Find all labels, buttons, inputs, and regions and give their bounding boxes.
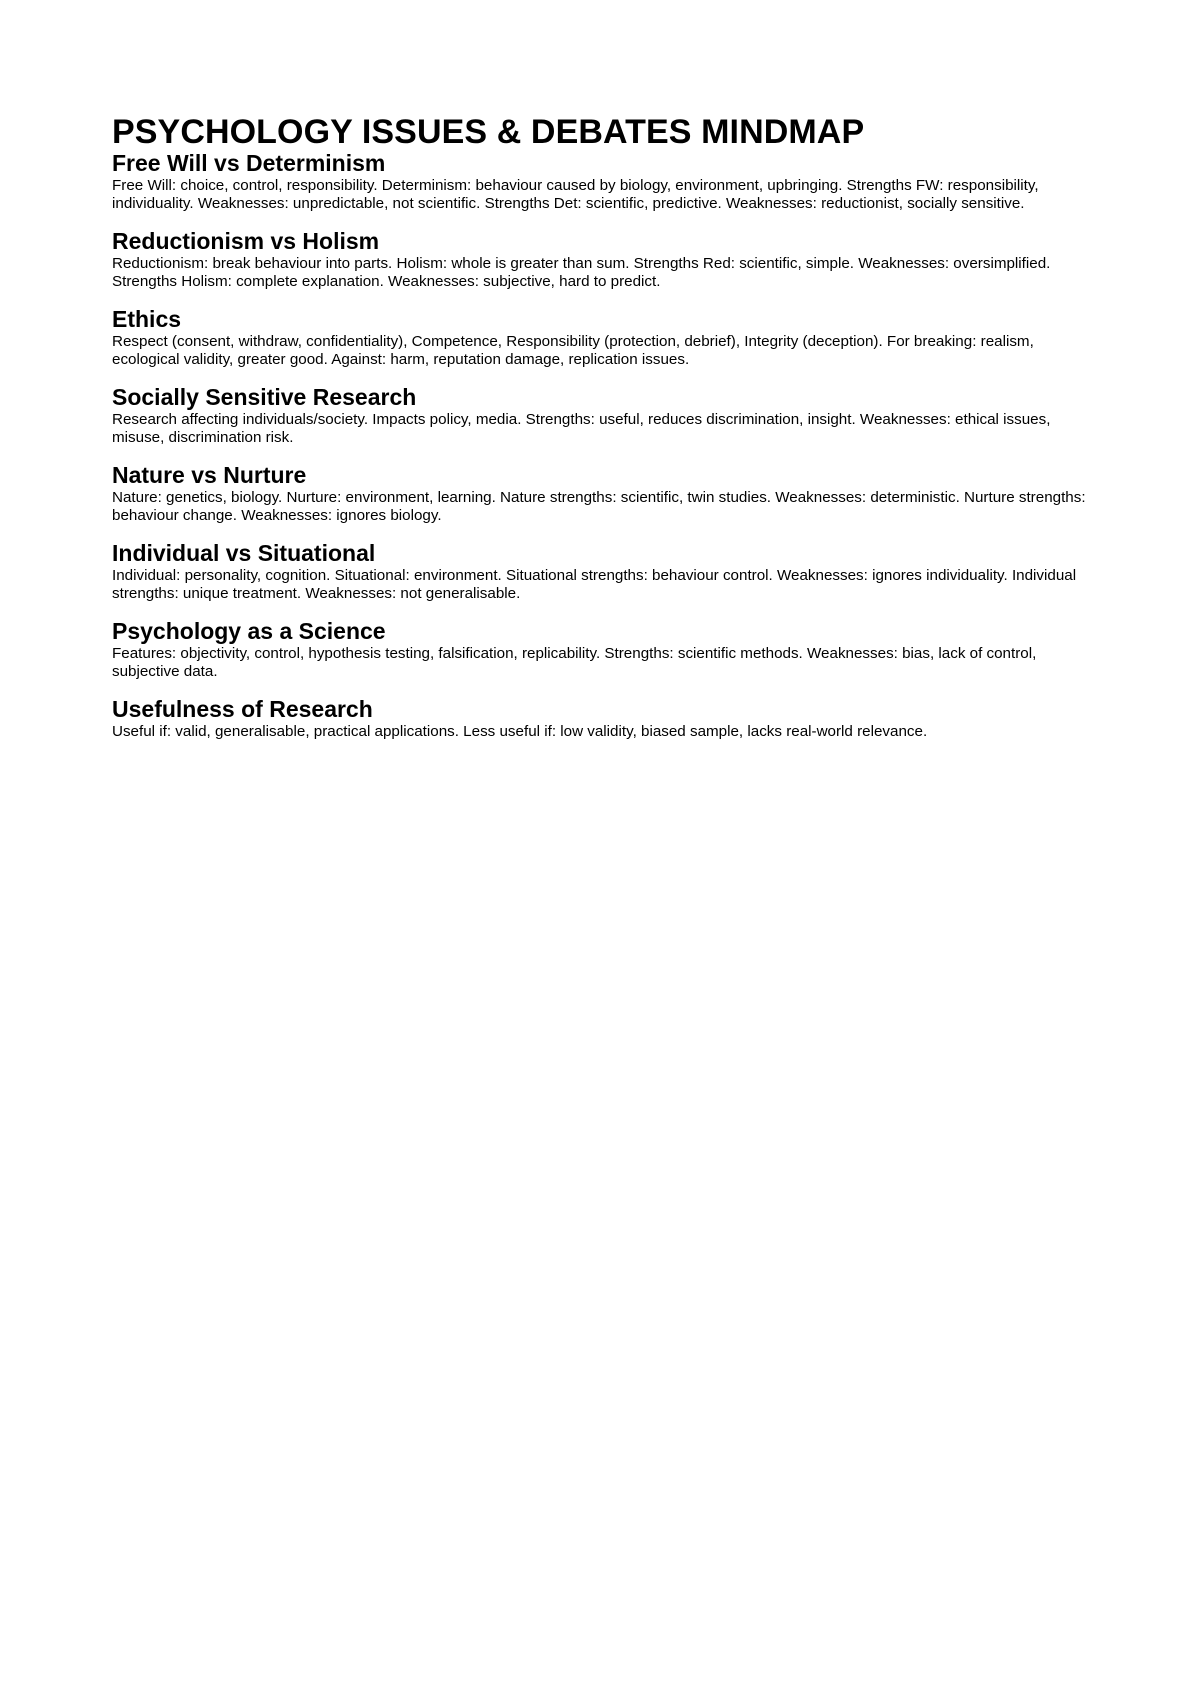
section-usefulness-of-research: [112, 696, 1102, 741]
section-socially-sensitive-research: [112, 384, 1102, 446]
section-heading: Reductionism vs Holism: [112, 228, 380, 254]
section-body: Useful if: valid, generalisable, practical applications. Less useful if: low validity, biased sample, lacks real-world relevance.: [112, 723, 928, 740]
section-body: Research affecting individuals/society. Impacts policy, media. Strengths: useful, reduces discrimination, insight. Weaknesses: ethical issues, misuse, discrimination risk.: [112, 411, 1051, 446]
document-page: [112, 114, 1102, 741]
section-heading: Usefulness of Research: [112, 696, 373, 722]
section-heading: Psychology as a Science: [112, 618, 386, 644]
section-free-will-vs-determinism: [112, 150, 1102, 212]
document-title: PSYCHOLOGY ISSUES & DEBATES MINDMAP: [112, 113, 865, 151]
section-heading: Individual vs Situational: [112, 540, 376, 566]
section-individual-vs-situational: [112, 540, 1102, 602]
section-body: Features: objectivity, control, hypothesis testing, falsification, replicability. Strengths: scientific methods. Weaknesses: bias, lack of control, subjective data.: [112, 645, 1037, 680]
section-body: Individual: personality, cognition. Situational: environment. Situational strengths: behaviour control. Weaknesses: ignores individuality. Individual strengths: unique treatment. Weaknesses: not generalisable.: [112, 567, 1077, 602]
section-heading: Nature vs Nurture: [112, 462, 307, 488]
section-nature-vs-nurture: [112, 462, 1102, 524]
section-heading: Socially Sensitive Research: [112, 384, 417, 410]
section-body: Reductionism: break behaviour into parts. Holism: whole is greater than sum. Strengths Red: scientific, simple. Weaknesses: oversimplified. Strengths Holism: complete explanation. Weaknesses: subjective, hard to predict.: [112, 255, 1051, 290]
section-reductionism-vs-holism: [112, 228, 1102, 290]
section-body: Respect (consent, withdraw, confidentiality), Competence, Responsibility (protection, debrief), Integrity (deception). For breaking: realism, ecological validity, greater good. Against: harm, reputation damage, replication issues.: [112, 333, 1034, 368]
section-psychology-as-a-science: [112, 618, 1102, 680]
section-ethics: [112, 306, 1102, 368]
section-heading: Free Will vs Determinism: [112, 150, 386, 176]
section-body: Nature: genetics, biology. Nurture: environment, learning. Nature strengths: scientific, twin studies. Weaknesses: deterministic. Nurture strengths: behaviour change. Weaknesses: ignores biology.: [112, 489, 1086, 524]
section-body: Free Will: choice, control, responsibility. Determinism: behaviour caused by biology, environment, upbringing. Strengths FW: responsibility, individuality. Weaknesses: unpredictable, not scientific. Strengths Det: scientific, predictive. Weaknesses: reductionist, socially sensitive.: [112, 177, 1039, 212]
section-heading: Ethics: [112, 306, 182, 332]
